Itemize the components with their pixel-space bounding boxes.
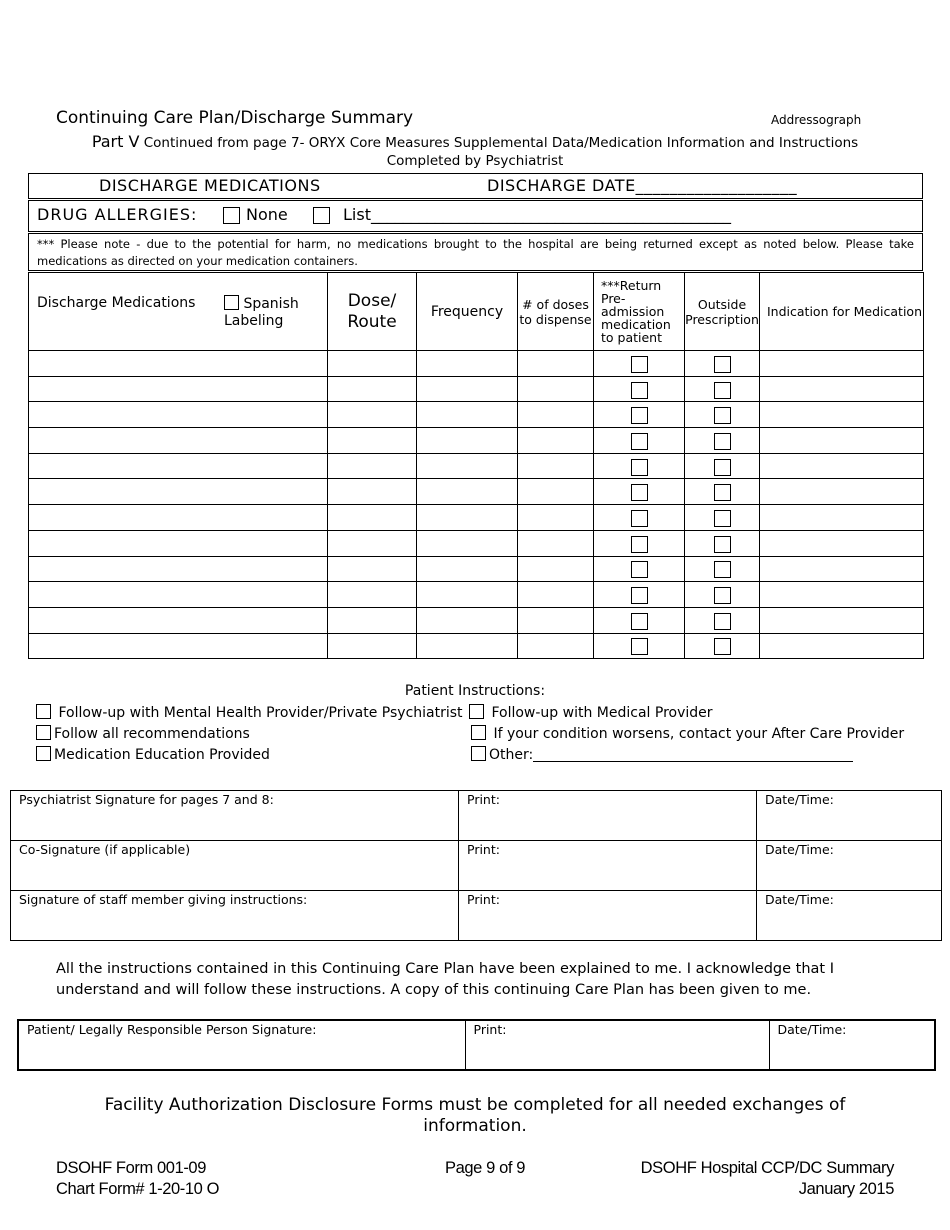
medication-name-cell[interactable] [29, 376, 328, 402]
print-field[interactable]: Print: [459, 791, 757, 841]
medication-name-cell[interactable] [29, 351, 328, 377]
discharge-date-field[interactable]: DISCHARGE DATE___________________ [487, 176, 798, 195]
instruction-checkbox[interactable] [471, 746, 486, 761]
outside-prescription-checkbox[interactable] [714, 561, 731, 578]
document-title: DSOHF Hospital CCP/DC Summary [640, 1159, 894, 1177]
instruction-checkbox[interactable] [36, 725, 51, 740]
outside-cell[interactable] [685, 556, 760, 582]
return-cell[interactable] [594, 428, 685, 454]
medication-name-cell[interactable] [29, 402, 328, 428]
return-medication-checkbox[interactable] [631, 459, 648, 476]
instruction-label: Medication Education Provided [54, 747, 270, 763]
outside-cell[interactable] [685, 582, 760, 608]
patient-instructions-heading: Patient Instructions: [404, 683, 546, 699]
doses-cell[interactable] [518, 402, 594, 428]
outside-prescription-checkbox[interactable] [714, 356, 731, 373]
indication-cell[interactable] [760, 607, 924, 633]
outside-cell[interactable] [685, 376, 760, 402]
table-header-row [29, 273, 924, 351]
frequency-cell[interactable] [417, 633, 518, 659]
datetime-field[interactable]: Date/Time: [769, 1020, 935, 1070]
print-field[interactable]: Print: [459, 841, 757, 891]
spanish-labeling-checkbox[interactable] [224, 295, 239, 310]
medication-row [29, 633, 924, 659]
medication-row [29, 428, 924, 454]
signature-row [18, 1020, 935, 1070]
indication-cell[interactable] [760, 428, 924, 454]
medication-name-cell[interactable] [29, 582, 328, 608]
col-return-medication: ***Return Pre-admission medication to patient [594, 273, 685, 351]
doses-cell[interactable] [518, 453, 594, 479]
outside-prescription-checkbox[interactable] [714, 536, 731, 553]
dose-route-cell[interactable] [328, 607, 417, 633]
return-medication-checkbox[interactable] [631, 510, 648, 527]
form-number: DSOHF Form 001-09 [56, 1159, 206, 1177]
dose-route-cell[interactable] [328, 376, 417, 402]
medication-row [29, 479, 924, 505]
frequency-cell[interactable] [417, 556, 518, 582]
return-cell[interactable] [594, 351, 685, 377]
instruction-label: Other: [489, 747, 534, 763]
instruction-label: Follow all recommendations [54, 726, 250, 742]
return-medication-checkbox[interactable] [631, 638, 648, 655]
medication-name-cell[interactable] [29, 530, 328, 556]
discharge-medications-label: DISCHARGE MEDICATIONS [99, 176, 321, 195]
frequency-cell[interactable] [417, 607, 518, 633]
outside-prescription-checkbox[interactable] [714, 638, 731, 655]
frequency-cell[interactable] [417, 453, 518, 479]
medication-row [29, 505, 924, 531]
return-medication-checkbox[interactable] [631, 433, 648, 450]
return-medication-checkbox[interactable] [631, 382, 648, 399]
dose-route-cell[interactable] [328, 530, 417, 556]
spanish-labeling-option [224, 295, 327, 330]
dose-route-cell[interactable] [328, 453, 417, 479]
doses-cell[interactable] [518, 607, 594, 633]
doses-cell[interactable] [518, 351, 594, 377]
doses-cell[interactable] [518, 505, 594, 531]
completed-by: Completed by Psychiatrist [386, 153, 564, 169]
medication-name-cell[interactable] [29, 479, 328, 505]
allergies-list-checkbox[interactable] [313, 207, 330, 224]
medication-row [29, 582, 924, 608]
medication-name-cell[interactable] [29, 633, 328, 659]
signature-row [11, 791, 942, 841]
indication-cell[interactable] [760, 376, 924, 402]
col-outside-prescription: Outside Prescription [685, 273, 760, 351]
doses-cell[interactable] [518, 530, 594, 556]
return-medication-checkbox[interactable] [631, 613, 648, 630]
signature-row [11, 841, 942, 891]
instruction-label: If your condition worsens, contact your After Care Provider [493, 726, 905, 742]
allergies-list-field[interactable]: List_____________________________________________ [343, 205, 731, 224]
part-heading [0, 133, 950, 170]
dose-route-cell[interactable] [328, 351, 417, 377]
medication-note: *** Please note - due to the potential for harm, no medications brought to the hospital are being returned except as noted below. Please take medications as directed on your medication containers. [28, 233, 923, 271]
outside-prescription-checkbox[interactable] [714, 433, 731, 450]
other-input-line[interactable] [533, 749, 853, 762]
return-cell[interactable] [594, 582, 685, 608]
instruction-medication-education[interactable] [36, 746, 270, 763]
frequency-cell[interactable] [417, 428, 518, 454]
outside-prescription-checkbox[interactable] [714, 459, 731, 476]
return-cell[interactable] [594, 376, 685, 402]
indication-cell[interactable] [760, 351, 924, 377]
return-medication-checkbox[interactable] [631, 536, 648, 553]
medication-name-cell[interactable] [29, 428, 328, 454]
outside-prescription-checkbox[interactable] [714, 510, 731, 527]
col-discharge-medications [29, 273, 328, 351]
dose-route-cell[interactable] [328, 582, 417, 608]
medication-row [29, 530, 924, 556]
col-indication: Indication for Medication [760, 273, 924, 351]
patient-signature-field[interactable]: Patient/ Legally Responsible Person Signature: [18, 1020, 465, 1070]
indication-cell[interactable] [760, 556, 924, 582]
outside-cell[interactable] [685, 351, 760, 377]
return-cell[interactable] [594, 479, 685, 505]
frequency-cell[interactable] [417, 530, 518, 556]
instruction-follow-recommendations[interactable] [36, 725, 250, 742]
print-field[interactable]: Print: [465, 1020, 769, 1070]
allergies-none-label: None [246, 205, 288, 224]
return-cell[interactable] [594, 556, 685, 582]
outside-cell[interactable] [685, 428, 760, 454]
return-medication-checkbox[interactable] [631, 484, 648, 501]
return-cell[interactable] [594, 530, 685, 556]
indication-cell[interactable] [760, 479, 924, 505]
frequency-cell[interactable] [417, 402, 518, 428]
datetime-field[interactable]: Date/Time: [757, 891, 942, 941]
col-frequency: Frequency [417, 273, 518, 351]
instruction-checkbox[interactable] [469, 704, 484, 719]
patient-signature-table [17, 1019, 936, 1071]
col-doses-to-dispense: # of doses to dispense [518, 273, 594, 351]
outside-prescription-checkbox[interactable] [714, 484, 731, 501]
frequency-cell[interactable] [417, 479, 518, 505]
dose-route-cell[interactable] [328, 428, 417, 454]
medication-row [29, 351, 924, 377]
medication-row [29, 453, 924, 479]
instruction-checkbox[interactable] [471, 725, 486, 740]
frequency-cell[interactable] [417, 505, 518, 531]
outside-cell[interactable] [685, 633, 760, 659]
part-description: Continued from page 7- ORYX Core Measures Supplemental Data/Medication Information and Instructions [143, 135, 859, 151]
medication-row [29, 376, 924, 402]
discharge-row [28, 173, 923, 199]
form-title: Continuing Care Plan/Discharge Summary [56, 108, 414, 128]
instruction-condition-worsens[interactable] [471, 725, 904, 742]
dose-route-cell[interactable] [328, 402, 417, 428]
footer-right [641, 1158, 894, 1200]
addressograph-label: Addressograph [771, 113, 862, 127]
outside-cell[interactable] [685, 453, 760, 479]
instruction-label: Follow-up with Medical Provider [491, 705, 713, 721]
drug-allergies-row [28, 200, 923, 232]
spanish-labeling-label: Spanish Labeling [224, 296, 299, 329]
frequency-cell[interactable] [417, 351, 518, 377]
medication-row [29, 556, 924, 582]
instruction-checkbox[interactable] [36, 746, 51, 761]
facility-authorization-note: Facility Authorization Disclosure Forms must be completed for all needed exchanges of information. [104, 1095, 846, 1136]
medication-row [29, 402, 924, 428]
page-number: Page 9 of 9 [444, 1159, 525, 1177]
outside-cell[interactable] [685, 479, 760, 505]
instruction-other[interactable] [471, 746, 853, 763]
outside-cell[interactable] [685, 607, 760, 633]
return-medication-checkbox[interactable] [631, 356, 648, 373]
print-field[interactable]: Print: [459, 891, 757, 941]
outside-prescription-checkbox[interactable] [714, 382, 731, 399]
medication-name-cell[interactable] [29, 453, 328, 479]
indication-cell[interactable] [760, 633, 924, 659]
doses-cell[interactable] [518, 582, 594, 608]
return-cell[interactable] [594, 505, 685, 531]
revision-date: January 2015 [798, 1180, 894, 1198]
return-medication-checkbox[interactable] [631, 561, 648, 578]
staff-signature-table [10, 790, 942, 941]
datetime-field[interactable]: Date/Time: [757, 791, 942, 841]
indication-cell[interactable] [760, 505, 924, 531]
outside-prescription-checkbox[interactable] [714, 587, 731, 604]
medication-row [29, 607, 924, 633]
outside-prescription-checkbox[interactable] [714, 407, 731, 424]
dose-route-cell[interactable] [328, 479, 417, 505]
doses-cell[interactable] [518, 556, 594, 582]
col-medications-label: Discharge Medications [37, 295, 196, 311]
return-cell[interactable] [594, 607, 685, 633]
indication-cell[interactable] [760, 582, 924, 608]
instruction-checkbox[interactable] [36, 704, 51, 719]
dose-route-cell[interactable] [328, 633, 417, 659]
instruction-mental-health[interactable] [36, 704, 463, 721]
doses-cell[interactable] [518, 428, 594, 454]
part-label: Part V [91, 132, 140, 151]
frequency-cell[interactable] [417, 376, 518, 402]
allergies-none-checkbox[interactable] [223, 207, 240, 224]
signature-row [11, 891, 942, 941]
return-cell[interactable] [594, 402, 685, 428]
chart-form-number: Chart Form# 1-20-10 O [56, 1180, 220, 1198]
doses-cell[interactable] [518, 376, 594, 402]
return-cell[interactable] [594, 633, 685, 659]
medication-name-cell[interactable] [29, 505, 328, 531]
discharge-medications-table [28, 272, 924, 659]
co-signature-field[interactable]: Co-Signature (if applicable) [11, 841, 459, 891]
outside-cell[interactable] [685, 505, 760, 531]
outside-cell[interactable] [685, 530, 760, 556]
indication-cell[interactable] [760, 402, 924, 428]
col-dose-route: Dose/ Route [328, 273, 417, 351]
datetime-field[interactable]: Date/Time: [757, 841, 942, 891]
instruction-label: Follow-up with Mental Health Provider/Private Psychiatrist [58, 705, 463, 721]
dose-route-cell[interactable] [328, 556, 417, 582]
frequency-cell[interactable] [417, 582, 518, 608]
indication-cell[interactable] [760, 453, 924, 479]
medication-name-cell[interactable] [29, 607, 328, 633]
return-cell[interactable] [594, 453, 685, 479]
return-medication-checkbox[interactable] [631, 587, 648, 604]
doses-cell[interactable] [518, 479, 594, 505]
outside-prescription-checkbox[interactable] [714, 613, 731, 630]
doses-cell[interactable] [518, 633, 594, 659]
return-medication-checkbox[interactable] [631, 407, 648, 424]
dose-route-cell[interactable] [328, 505, 417, 531]
acknowledgement-text: All the instructions contained in this Continuing Care Plan have been explained to me. I acknowledge that I understand and will follow these instructions. A copy of this continuing Care Plan has been given to me. [56, 961, 834, 998]
staff-signature-field[interactable]: Signature of staff member giving instructions: [11, 891, 459, 941]
medication-name-cell[interactable] [29, 556, 328, 582]
psychiatrist-signature-field[interactable]: Psychiatrist Signature for pages 7 and 8: [11, 791, 459, 841]
instruction-medical-provider[interactable] [469, 704, 713, 721]
outside-cell[interactable] [685, 402, 760, 428]
indication-cell[interactable] [760, 530, 924, 556]
drug-allergies-label: DRUG ALLERGIES: [37, 205, 198, 224]
